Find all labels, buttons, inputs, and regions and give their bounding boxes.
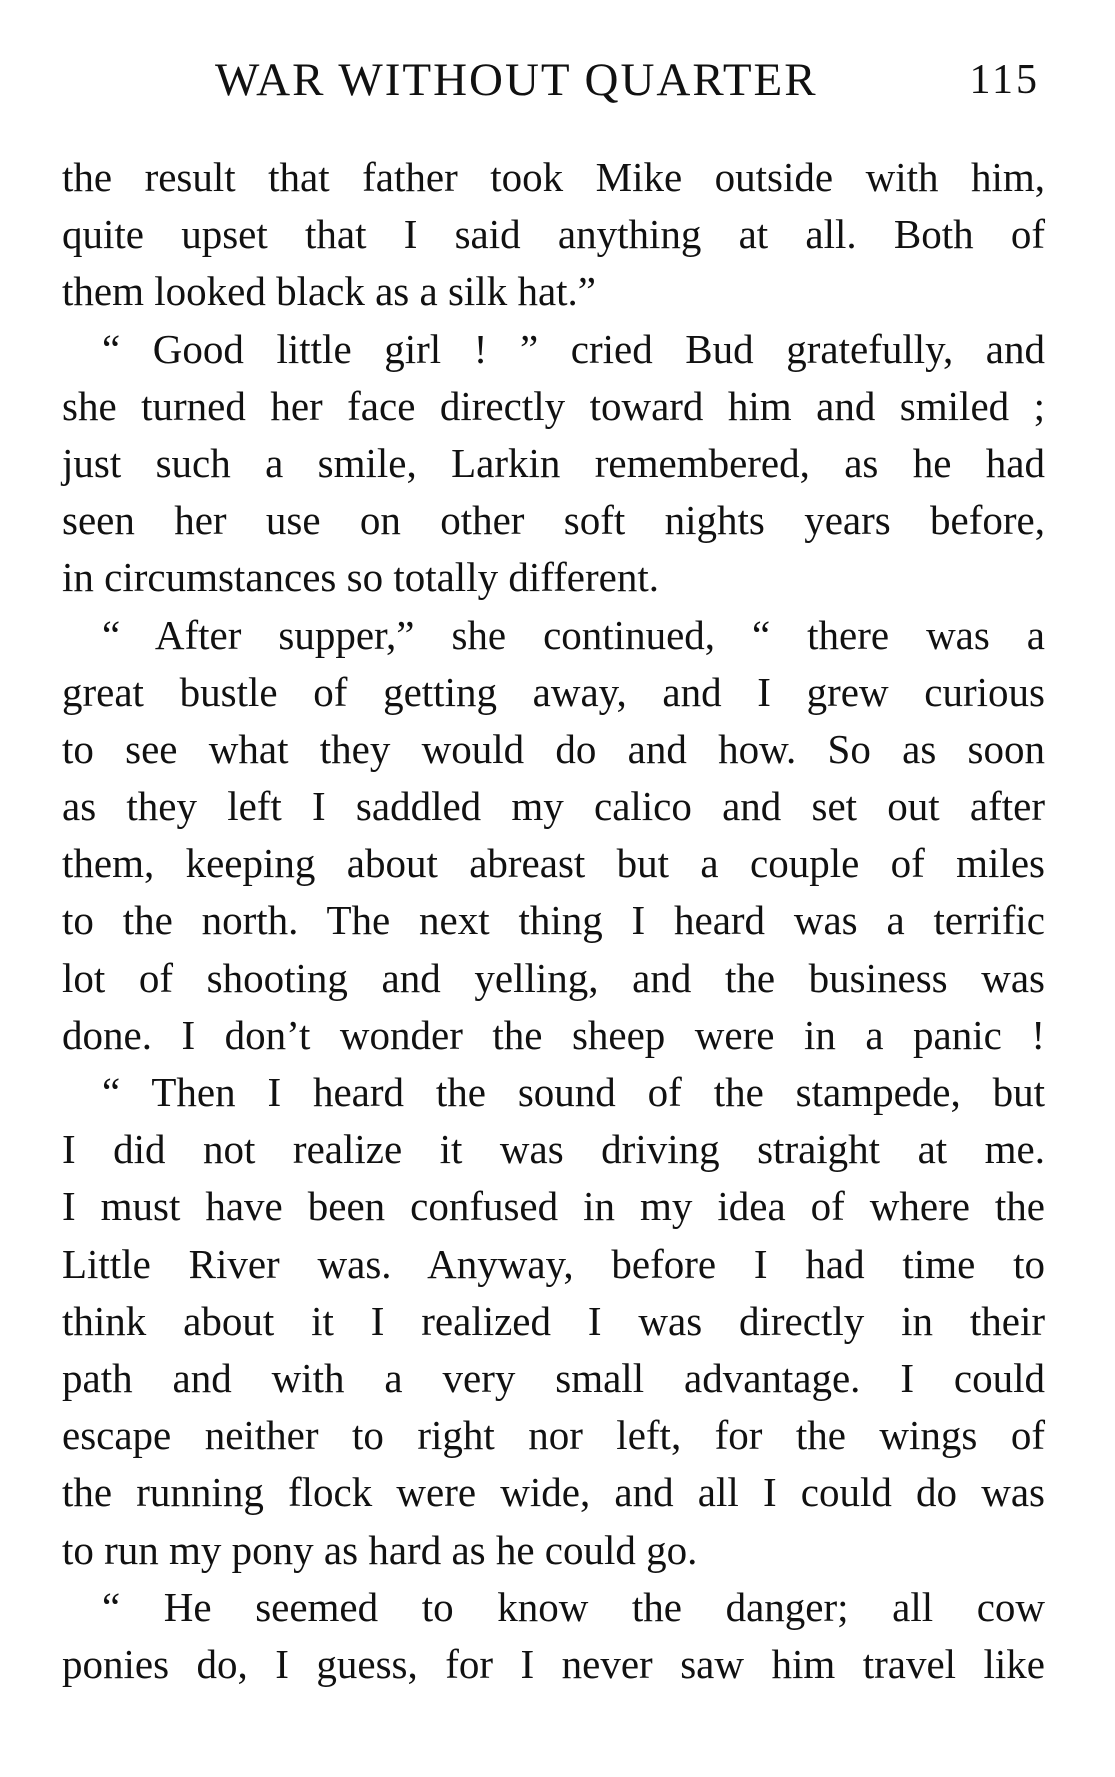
page-number: 115	[969, 57, 1040, 103]
running-title: WAR WITHOUT QUARTER	[215, 54, 818, 106]
text-line: I did not realize it was driving straight at me.	[62, 1126, 1045, 1173]
text-line: just such a smile, Larkin remembered, as he had	[62, 439, 1045, 486]
text-line: as they left I saddled my calico and set out after	[62, 783, 1045, 830]
text-line: them, keeping about abreast but a couple of miles	[62, 840, 1045, 887]
text-line: I must have been confused in my idea of where the	[62, 1183, 1045, 1230]
text-line: in circumstances so totally different.	[62, 554, 659, 601]
text-line: to see what they would do and how. So as soon	[62, 725, 1045, 772]
text-line: them looked black as a silk hat.”	[62, 268, 596, 315]
text-line: think about it I realized I was directly in their	[62, 1297, 1045, 1344]
text-line: she turned her face directly toward him and smiled ;	[62, 382, 1045, 429]
text-line: escape neither to right nor left, for the wings of	[62, 1412, 1045, 1459]
text-line: done. I don’t wonder the sheep were in a panic !	[62, 1011, 1045, 1058]
text-line: seen her use on other soft nights years before,	[62, 497, 1045, 544]
text-line: the running flock were wide, and all I could do was	[62, 1469, 1045, 1516]
text-line: quite upset that I said anything at all. Both of	[62, 211, 1045, 258]
text-line: to the north. The next thing I heard was a terrific	[62, 897, 1045, 944]
text-line: path and with a very small advantage. I could	[62, 1354, 1045, 1401]
text-line: Little River was. Anyway, before I had time to	[62, 1240, 1045, 1287]
text-line: “ After supper,” she continued, “ there was a	[102, 611, 1045, 658]
text-line: lot of shooting and yelling, and the business was	[62, 954, 1045, 1001]
text-line: “ Then I heard the sound of the stampede, but	[102, 1069, 1045, 1115]
text-line: the result that father took Mike outside with him,	[62, 154, 1045, 200]
text-line: ponies do, I guess, for I never saw him travel like	[62, 1640, 1045, 1687]
body-text	[62, 149, 1045, 1693]
text-line: great bustle of getting away, and I grew curious	[62, 668, 1045, 715]
running-head	[60, 50, 1045, 110]
text-line: “ Good little girl ! ” cried Bud gratefully, and	[102, 325, 1045, 372]
text-line: “ He seemed to know the danger; all cow	[102, 1583, 1045, 1630]
text-line: to run my pony as hard as he could go.	[62, 1526, 698, 1573]
